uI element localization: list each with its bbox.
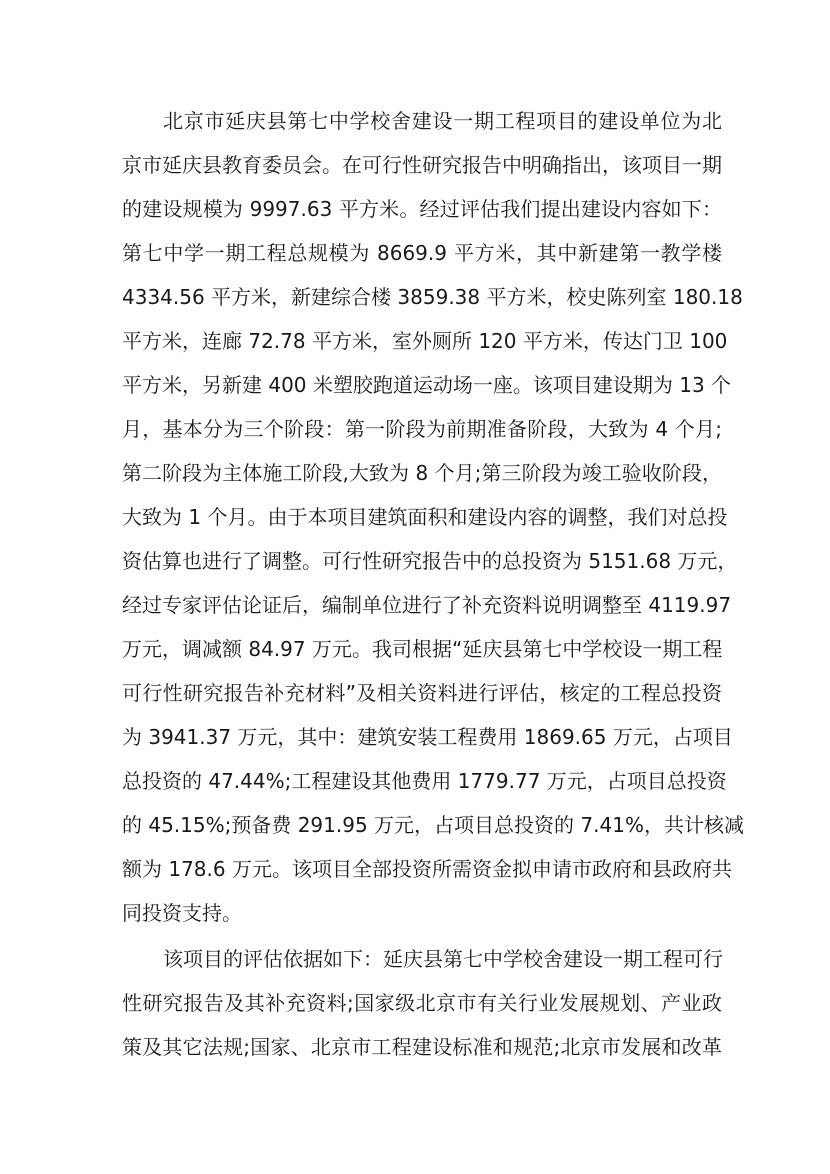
- text-line: 总投资的 47.44%;工程建设其他费用 1779.77 万元，占项目总投资: [122, 769, 727, 793]
- text-line: 第七中学一期工程总规模为 8669.9 平方米，其中新建第一教学楼: [122, 241, 722, 265]
- text-line: 策及其它法规;国家、北京市工程建设标准和规范;北京市发展和改革: [122, 1035, 722, 1059]
- text-line: 同投资支持。: [122, 901, 242, 925]
- text-line: 该项目的评估依据如下：延庆县第七中学校舍建设一期工程可行: [163, 947, 723, 971]
- paragraph-evaluation-basis: [122, 937, 722, 1069]
- text-line: 资估算也进行了调整。可行性研究报告中的总投资为 5151.68 万元，: [122, 549, 738, 573]
- text-line: 经过专家评估论证后，编制单位进行了补充资料说明调整至 4119.97: [122, 593, 732, 617]
- text-line: 京市延庆县教育委员会。在可行性研究报告中明确指出，该项目一期: [122, 153, 722, 177]
- text-line: 第二阶段为主体施工阶段,大致为 8 个月;第三阶段为竣工验收阶段，: [122, 461, 722, 485]
- paragraph-project-overview: [122, 99, 744, 935]
- text-line: 北京市延庆县第七中学校舍建设一期工程项目的建设单位为北: [163, 109, 722, 133]
- text-line: 平方米，连廊 72.78 平方米，室外厕所 120 平方米，传达门卫 100: [122, 329, 728, 353]
- text-line: 平方米，另新建 400 米塑胶跑道运动场一座。该项目建设期为 13 个: [122, 373, 732, 397]
- text-line: 万元，调减额 84.97 万元。我司根据“延庆县第七中学校设一期工程: [122, 637, 723, 661]
- text-line: 月，基本分为三个阶段：第一阶段为前期准备阶段，大致为 4 个月;: [122, 417, 722, 441]
- text-line: 大致为 1 个月。由于本项目建筑面积和建设内容的调整，我们对总投: [122, 505, 728, 529]
- text-line: 的 45.15%;预备费 291.95 万元，占项目总投资的 7.41%，共计核减: [122, 813, 744, 837]
- document-body: [122, 99, 744, 1069]
- text-line: 的建设规模为 9997.63 平方米。经过评估我们提出建设内容如下：: [122, 197, 722, 221]
- text-line: 为 3941.37 万元，其中：建筑安装工程费用 1869.65 万元，占项目: [122, 725, 733, 749]
- text-line: 4334.56 平方米，新建综合楼 3859.38 平方米，校史陈列室 180.18: [122, 285, 743, 309]
- text-line: 可行性研究报告补充材料”及相关资料进行评估，核定的工程总投资: [122, 681, 722, 705]
- text-line: 额为 178.6 万元。该项目全部投资所需资金拟申请市政府和县政府共: [122, 857, 732, 881]
- text-line: 性研究报告及其补充资料;国家级北京市有关行业发展规划、产业政: [122, 991, 722, 1015]
